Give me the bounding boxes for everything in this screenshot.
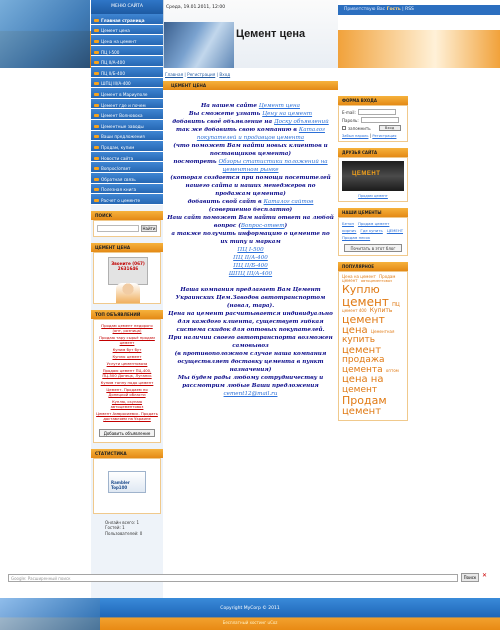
rss-link[interactable]: RSS: [405, 7, 414, 12]
article-text: (которая создается при помощи посетителей нашего сайта и наших менеджеров по продажам цемента): [170, 175, 331, 197]
top-ads-block: [93, 319, 161, 443]
article-paragraph: [167, 230, 334, 246]
bullet-icon: [94, 93, 99, 96]
register-link[interactable]: Регистрация: [372, 134, 397, 138]
promo-person-image: [116, 283, 140, 303]
top-ad-link[interactable]: Купим тонну подо цемент: [100, 379, 154, 385]
tag-link[interactable]: цемент 400: [342, 308, 367, 314]
menu-item[interactable]: [91, 88, 163, 99]
breadcrumb-register[interactable]: Регистрация: [187, 72, 216, 77]
menu-item-label: Главная страница: [101, 17, 145, 23]
promo-block-title: ЦЕМЕНТ ЦЕНА: [91, 243, 163, 252]
bullet-icon: [94, 167, 99, 170]
bullet-icon: [94, 61, 99, 64]
article-body: [163, 90, 338, 398]
menu-item-label: Расчет о цементе: [101, 197, 141, 203]
article-text: (что поможет Вам найти новых клиентов и поставщиков цемента): [173, 143, 328, 157]
menu-item[interactable]: [91, 14, 163, 25]
cement-link[interactable]: кирпич: [342, 228, 357, 233]
bullet-icon: [94, 40, 99, 43]
article-text: (совершенно бесплатно): [208, 207, 293, 213]
bullet-icon: [94, 114, 99, 117]
greeting-prefix: Приветствую Вас: [344, 7, 386, 12]
menu-item[interactable]: [91, 141, 163, 152]
tag-link[interactable]: цемент: [342, 405, 382, 417]
menu-item-label: Вопрос/ответ: [101, 166, 131, 172]
bullet-icon: [94, 125, 99, 128]
our-cement-title: НАШИ ЦЕМЕНТЫ: [338, 208, 408, 217]
article-text: добавить свой сайт в: [187, 199, 264, 205]
bullet-icon: [94, 188, 99, 191]
article-text: ): [284, 223, 288, 229]
tag-link[interactable]: цена на: [342, 374, 384, 386]
menu-item-label: Ваши предложения: [101, 134, 145, 140]
menu-item-label: Продам, купим: [101, 144, 135, 150]
tag-link[interactable]: Цена на цемент: [342, 274, 376, 279]
left-column: [91, 0, 163, 600]
bullet-icon: [94, 178, 99, 181]
footer-hosting-link[interactable]: Бесплатный хостинг uCoz: [222, 620, 278, 625]
search-block: [93, 220, 161, 237]
article-paragraph: Мы будем рады любому сотрудничеству и рассмотрим любые Ваши предложения: [177, 375, 324, 389]
cement-link[interactable]: Продам цемент: [357, 221, 390, 226]
tag-link[interactable]: продажа: [342, 355, 385, 366]
top-ad-link[interactable]: Куплю цемент: [112, 353, 142, 359]
top-ad-link[interactable]: Куплю, скупаю автоцементовоз: [110, 398, 144, 409]
article-link[interactable]: ПЦ I-500: [237, 247, 264, 253]
menu-item[interactable]: [91, 152, 163, 163]
menu-item-label: Новости сайта: [101, 155, 134, 161]
article-link[interactable]: Цемент цена: [258, 103, 300, 109]
top-ad-link[interactable]: Услуги цементовоза: [106, 360, 148, 366]
article-text: а также получить информацию о цементе по их типу и маркам: [171, 231, 330, 245]
article-paragraph: [167, 254, 334, 262]
article-paragraph: (в противоположном случае наша компания осуществляет доставку цемента в пункт назначения): [174, 351, 327, 373]
site-title: Цемент цена: [236, 28, 306, 40]
article-link[interactable]: Каталог сайтов: [263, 199, 314, 205]
article-paragraph: [167, 110, 334, 118]
online-counters: [105, 520, 163, 537]
article-paragraph: При наличии своего автотранспорта возможен самовывоз: [168, 335, 333, 349]
menu-item-label: ПЦ II/Б-400: [101, 70, 125, 76]
tag-link[interactable]: цемент: [342, 313, 385, 327]
menu-item[interactable]: [91, 67, 163, 78]
menu-item-label: ПЦ I-500: [101, 49, 120, 55]
bullet-icon: [94, 82, 99, 85]
login-submit-button[interactable]: Вход: [379, 125, 401, 131]
footer-decoration: [0, 598, 100, 630]
article-text: так же добавить свою компанию в: [176, 127, 299, 133]
menu-item-label: Цемент цена: [101, 28, 130, 34]
menu-item-label: ПЦ II/А-400: [101, 60, 125, 66]
tag-link[interactable]: Цементная: [370, 328, 395, 334]
article-paragraph: [167, 174, 334, 198]
article-link[interactable]: ПЦ II/А-400: [233, 255, 268, 261]
bullet-icon: [94, 157, 99, 160]
article-text: посмотреть: [173, 159, 219, 165]
cement-link[interactable]: Бетон: [342, 221, 354, 226]
tag-link[interactable]: Продам: [342, 394, 387, 408]
article-link[interactable]: Обзоры статистики положений на цементном рынке: [218, 159, 328, 173]
article-link[interactable]: Цену на цемент: [262, 111, 313, 117]
friends-block: [338, 157, 408, 202]
article-paragraph: [167, 262, 334, 270]
contact-email-link[interactable]: cement12@mail.ru: [223, 391, 278, 397]
bullet-icon: [94, 199, 99, 202]
menu-item-label: Цементные заводы: [101, 123, 144, 129]
top-ad-link[interactable]: Продаю цемент ПЦ-400, ПЦ-500 Донецк, Луганск: [102, 367, 152, 378]
article-paragraph: Наша компания предлагает Вам Цемент Украинских Цем.Заводов автотранспортом (навал, тара).: [175, 287, 326, 309]
cement-link[interactable]: ЦЕМЕНТ: [386, 228, 404, 233]
article-paragraph: [167, 142, 334, 158]
breadcrumb: Главная | Регистрация | Вход: [165, 72, 231, 77]
menu-item-label: Цена на цемент: [101, 38, 137, 44]
tag-link[interactable]: купить: [342, 335, 376, 346]
popular-tag-cloud: [338, 271, 408, 421]
article-link[interactable]: Доску объявлений: [274, 119, 329, 125]
remember-checkbox[interactable]: [342, 126, 346, 130]
greeting-bar: Приветствую Вас Гость | RSS: [338, 5, 500, 15]
spacer: [167, 278, 334, 286]
tag-link[interactable]: цемент: [342, 294, 389, 309]
article-text: добавить своё объявление на: [172, 119, 275, 125]
top-ad-link[interactable]: Купим бут бут: [112, 346, 142, 352]
top-ad-link[interactable]: Цемент. Продаем по Донецкой области: [106, 386, 148, 397]
article-paragraph: [167, 158, 334, 174]
remember-label: запомнить: [348, 125, 371, 131]
online-total: Онлайн всего: 1: [105, 519, 139, 525]
site-menu: [91, 14, 163, 205]
menu-item-label: Обратная связь: [101, 176, 136, 182]
menu-item[interactable]: [91, 109, 163, 120]
rambler-counter-label: Rambler Top100: [111, 479, 130, 490]
header-main: [163, 0, 338, 68]
article-paragraph: [167, 246, 334, 254]
login-block: E-mail: Пароль: запомнить Вход Забыл пароль | Регистрация: [338, 105, 408, 142]
blog-button[interactable]: Почитать в этот блог: [344, 244, 402, 252]
article-link[interactable]: Вопрос-ответ: [240, 223, 285, 229]
add-ad-button[interactable]: Добавить объявление: [99, 429, 155, 437]
our-cement-block: [338, 217, 408, 256]
online-guests: Гостей: 1: [105, 525, 125, 531]
tag-link[interactable]: цена: [342, 324, 368, 336]
right-column: [338, 68, 408, 421]
article-paragraph: [167, 118, 334, 126]
tag-link[interactable]: цемент: [342, 384, 378, 395]
breadcrumb-login[interactable]: Вход: [219, 72, 231, 77]
menu-item[interactable]: [91, 162, 163, 173]
rambler-counter[interactable]: [108, 471, 146, 493]
bullet-icon: [94, 104, 99, 107]
tag-link[interactable]: Куплю: [342, 282, 380, 296]
bullet-icon: [94, 29, 99, 32]
menu-item[interactable]: [91, 56, 163, 67]
promo-block: [93, 252, 161, 304]
article-paragraph: [167, 126, 334, 142]
friends-title: ДРУЗЬЯ САЙТА: [338, 148, 408, 157]
tag-link[interactable]: оптом: [385, 367, 399, 373]
article-link[interactable]: ШПЦ III/А-400: [228, 271, 273, 277]
article-link[interactable]: Каталог покупателей и продавцов цемента: [196, 127, 325, 141]
stats-block: [93, 458, 161, 514]
menu-item[interactable]: [91, 184, 163, 195]
footer-search-input[interactable]: Google: Расширенный поиск: [8, 574, 458, 582]
tag-link[interactable]: автоцементовоз: [360, 279, 392, 284]
bullet-icon: [94, 146, 99, 149]
header-building-image: [164, 22, 234, 68]
stats-title: СТАТИСТИКА: [91, 449, 163, 458]
friend-banner-text: ЦЕМЕНТ: [352, 171, 381, 177]
menu-item-label: Цемент где и почем: [101, 102, 146, 108]
menu-item[interactable]: [91, 78, 163, 89]
menu-item-label: Полезная книга: [101, 187, 137, 193]
top-ads-list: [94, 320, 160, 426]
article-text: Наш сайт поможет Вам найти ответ на любой вопрос (: [167, 215, 334, 229]
header-decoration-left: [0, 0, 90, 68]
menu-item-label: ШПЦ III/А-400: [101, 81, 131, 87]
top-ad-link[interactable]: Продам цемент недорого (опт, розница): [101, 322, 153, 333]
article-text: Вы сможете узнать: [188, 111, 263, 117]
menu-item[interactable]: [91, 131, 163, 142]
menu-item-label: Цемент в Мариуполе: [101, 91, 148, 97]
password-label: Пароль:: [342, 117, 359, 123]
our-cement-links: [342, 221, 404, 240]
search-block-title: ПОИСК: [91, 211, 163, 220]
menu-item-label: Цемент Волновоха: [101, 113, 143, 119]
content-title: ЦЕМЕНТ ЦЕНА: [163, 81, 338, 90]
menu-item[interactable]: [91, 46, 163, 57]
menu-item[interactable]: [91, 120, 163, 131]
main-content: [163, 68, 338, 598]
breadcrumb-home[interactable]: Главная: [165, 72, 184, 77]
top-ad-link[interactable]: Цемент Амвросиевск. Продать доставляем на Украине: [96, 410, 158, 421]
close-icon[interactable]: ✕: [482, 572, 488, 579]
article-paragraph: [167, 102, 334, 110]
bullet-icon: [94, 135, 99, 138]
cement-link[interactable]: Где купить: [360, 228, 383, 233]
password-field[interactable]: [361, 117, 399, 123]
friend-banner[interactable]: [342, 161, 404, 191]
greeting-user[interactable]: Гость: [386, 7, 401, 12]
article-paragraph: [167, 198, 334, 214]
article-paragraph: Цена на цемент расчитывается индивидуально для каждого клиента, существует гибкая система скидок для оптовых покупателей.: [168, 311, 333, 333]
article-text: На нашем сайте: [201, 103, 259, 109]
article-link[interactable]: ПЦ II/Б-400: [233, 263, 268, 269]
article-paragraph: [167, 214, 334, 230]
menu-item[interactable]: [91, 25, 163, 36]
top-ad-link[interactable]: Продаю тару сырьё продам цемент: [99, 334, 155, 345]
cement-link[interactable]: Продам песок: [342, 235, 371, 240]
online-users: Пользователей: 0: [105, 530, 143, 536]
footer-search-button[interactable]: Поиск: [461, 573, 479, 582]
menu-item[interactable]: [91, 173, 163, 184]
copyright: Copyright MyCorp © 2011: [220, 606, 280, 611]
tag-link[interactable]: Продам цемент: [342, 274, 396, 284]
menu-item[interactable]: [91, 99, 163, 110]
tag-link[interactable]: цемент: [342, 344, 382, 356]
top-ads-title: ТОП ОБЪЯВЛЕНИЙ: [91, 310, 163, 319]
header-decoration-right: [338, 30, 500, 68]
tag-link[interactable]: ПЦ: [392, 301, 400, 308]
article-paragraph: [167, 270, 334, 278]
forgot-password-link[interactable]: Забыл пароль: [342, 134, 369, 138]
bullet-icon: [94, 72, 99, 75]
email-label: E-mail:: [342, 109, 356, 115]
bullet-icon: [94, 19, 99, 22]
email-field[interactable]: [358, 109, 396, 115]
date-line: Среда, 19.01.2011, 12:00: [166, 5, 226, 10]
popular-title: ПОПУЛЯРНОЕ: [338, 262, 408, 271]
menu-title: МЕНЮ САЙТА: [91, 0, 163, 14]
search-button[interactable]: Найти: [142, 225, 156, 231]
bullet-icon: [94, 51, 99, 54]
tag-link[interactable]: Купить: [369, 307, 393, 315]
tag-link[interactable]: цемента: [342, 364, 383, 375]
friend-link[interactable]: Продам цемент: [358, 194, 388, 198]
menu-item[interactable]: [91, 35, 163, 46]
search-input[interactable]: [97, 225, 139, 232]
menu-item[interactable]: [91, 194, 163, 205]
promo-phone: Звоните (067) 2631646: [111, 260, 145, 271]
login-title: ФОРМА ВХОДА: [338, 96, 408, 105]
